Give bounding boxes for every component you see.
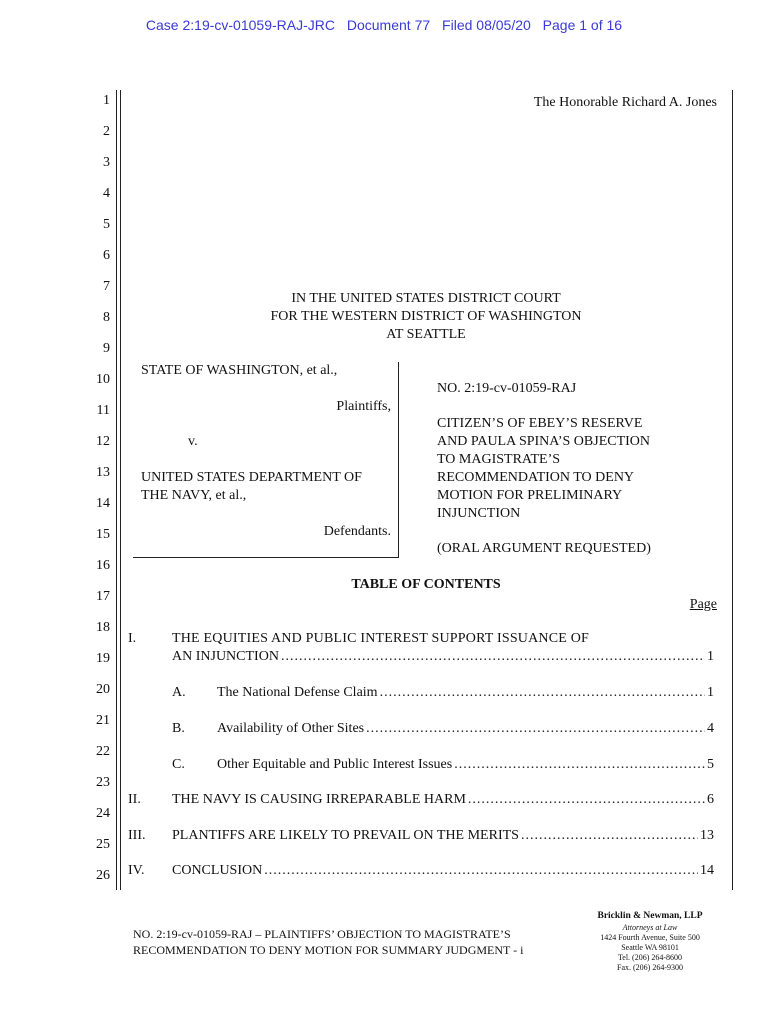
toc-entry-number: IV. [128, 863, 145, 878]
line-number: 22 [96, 744, 110, 759]
line-number: 12 [96, 434, 110, 449]
line-number: 2 [103, 124, 110, 139]
firm-tagline: Attorneys at Law [622, 923, 678, 932]
line-number: 1 [103, 93, 110, 108]
right-margin-rule [732, 90, 733, 890]
line-number: 9 [103, 341, 110, 356]
line-number: 14 [96, 496, 110, 511]
caption-divider [398, 362, 399, 558]
toc-entry-number: A. [172, 685, 186, 700]
toc-entry[interactable]: AN INJUNCTION ..... 1 [172, 648, 714, 666]
toc-entry[interactable]: Other Equitable and Public Interest Issues ..... 5 [217, 756, 714, 774]
toc-entry[interactable]: The National Defense Claim ..... 1 [217, 684, 714, 702]
line-number: 4 [103, 186, 110, 201]
defendant-name: UNITED STATES DEPARTMENT OF THE NAVY, et al., [141, 470, 362, 503]
defendant-role: Defendants. [323, 524, 391, 539]
document-title: CITIZEN’S OF EBEY’S RESERVE AND PAULA SPINA’S OBJECTION TO MAGISTRATE’S RECOMMENDATION TO DENY MOTION FOR PRELIMINARY INJUNCTION [437, 416, 651, 521]
line-number: 10 [96, 372, 110, 387]
toc-entry-number: B. [172, 721, 185, 736]
plaintiff-name: STATE OF WASHINGTON, et al., [141, 363, 338, 378]
filed-date: Filed 08/05/20 [442, 17, 531, 33]
firm-tel: Tel. (206) 264-8600 [617, 953, 683, 962]
toc-entry[interactable]: Availability of Other Sites ..... 4 [217, 720, 714, 738]
line-number: 17 [96, 589, 110, 604]
toc-entry-number: C. [172, 757, 185, 772]
footer-caption [133, 926, 523, 958]
line-number: 19 [96, 651, 110, 666]
toc-entry[interactable]: THE NAVY IS CAUSING IRREPARABLE HARM ..... 6 [172, 791, 714, 809]
document-number: Document 77 [346, 17, 431, 33]
court-line-2: FOR THE WESTERN DISTRICT OF WASHINGTON [270, 309, 582, 324]
line-number: 26 [96, 868, 110, 883]
line-number: 11 [96, 403, 110, 418]
firm-block [585, 910, 715, 973]
caption-bottom-rule [133, 557, 399, 558]
footer-line-1: NO. 2:19-cv-01059-RAJ – PLAINTIFFS’ OBJECTION TO MAGISTRATE’S [133, 927, 511, 941]
plaintiff-role: Plaintiffs, [336, 399, 391, 414]
left-margin-rule-inner [120, 90, 121, 890]
line-number: 21 [96, 713, 110, 728]
line-number: 5 [103, 217, 110, 232]
line-number: 16 [96, 558, 110, 573]
toc-entry[interactable]: CONCLUSION ..... 14 [172, 862, 714, 880]
court-line-3: AT SEATTLE [386, 327, 466, 342]
court-line-1: IN THE UNITED STATES DISTRICT COURT [291, 291, 561, 306]
toc-entry-number: II. [128, 792, 141, 807]
toc-entry-text-line1: THE EQUITIES AND PUBLIC INTEREST SUPPORT ISSUANCE OF [172, 631, 590, 646]
line-number: 25 [96, 837, 110, 852]
line-number: 3 [103, 155, 110, 170]
left-margin-rule [116, 90, 117, 890]
page-indicator: Page 1 of 16 [542, 17, 623, 33]
line-number: 15 [96, 527, 110, 542]
toc-entry[interactable]: PLANTIFFS ARE LIKELY TO PREVAIL ON THE MERITS ..... 13 [172, 827, 714, 845]
toc-entry-number: III. [128, 828, 146, 843]
line-number: 6 [103, 248, 110, 263]
toc-entry-number: I. [128, 631, 137, 646]
court-heading [121, 290, 731, 344]
line-number: 8 [103, 310, 110, 325]
line-number: 23 [96, 775, 110, 790]
oral-argument-note: (ORAL ARGUMENT REQUESTED) [437, 541, 651, 556]
versus: v. [188, 434, 198, 449]
line-number: 18 [96, 620, 110, 635]
firm-city: Seattle WA 98101 [621, 943, 679, 952]
line-number: 24 [96, 806, 110, 821]
footer-line-2: RECOMMENDATION TO DENY MOTION FOR SUMMARY JUDGMENT - i [133, 943, 524, 957]
firm-address: 1424 Fourth Avenue, Suite 500 [600, 933, 700, 942]
firm-name: Bricklin & Newman, LLP [597, 911, 703, 921]
toc-page-label: Page [689, 597, 717, 612]
case-number-header: Case 2:19-cv-01059-RAJ-JRC [145, 17, 335, 33]
line-number: 7 [103, 279, 110, 294]
line-number: 20 [96, 682, 110, 697]
line-number: 13 [96, 465, 110, 480]
ecf-header [0, 17, 768, 33]
judge-name: The Honorable Richard A. Jones [533, 95, 717, 110]
toc-title: TABLE OF CONTENTS [351, 577, 501, 592]
firm-fax: Fax. (206) 264-9300 [617, 963, 683, 972]
case-number: NO. 2:19-cv-01059-RAJ [437, 381, 577, 396]
